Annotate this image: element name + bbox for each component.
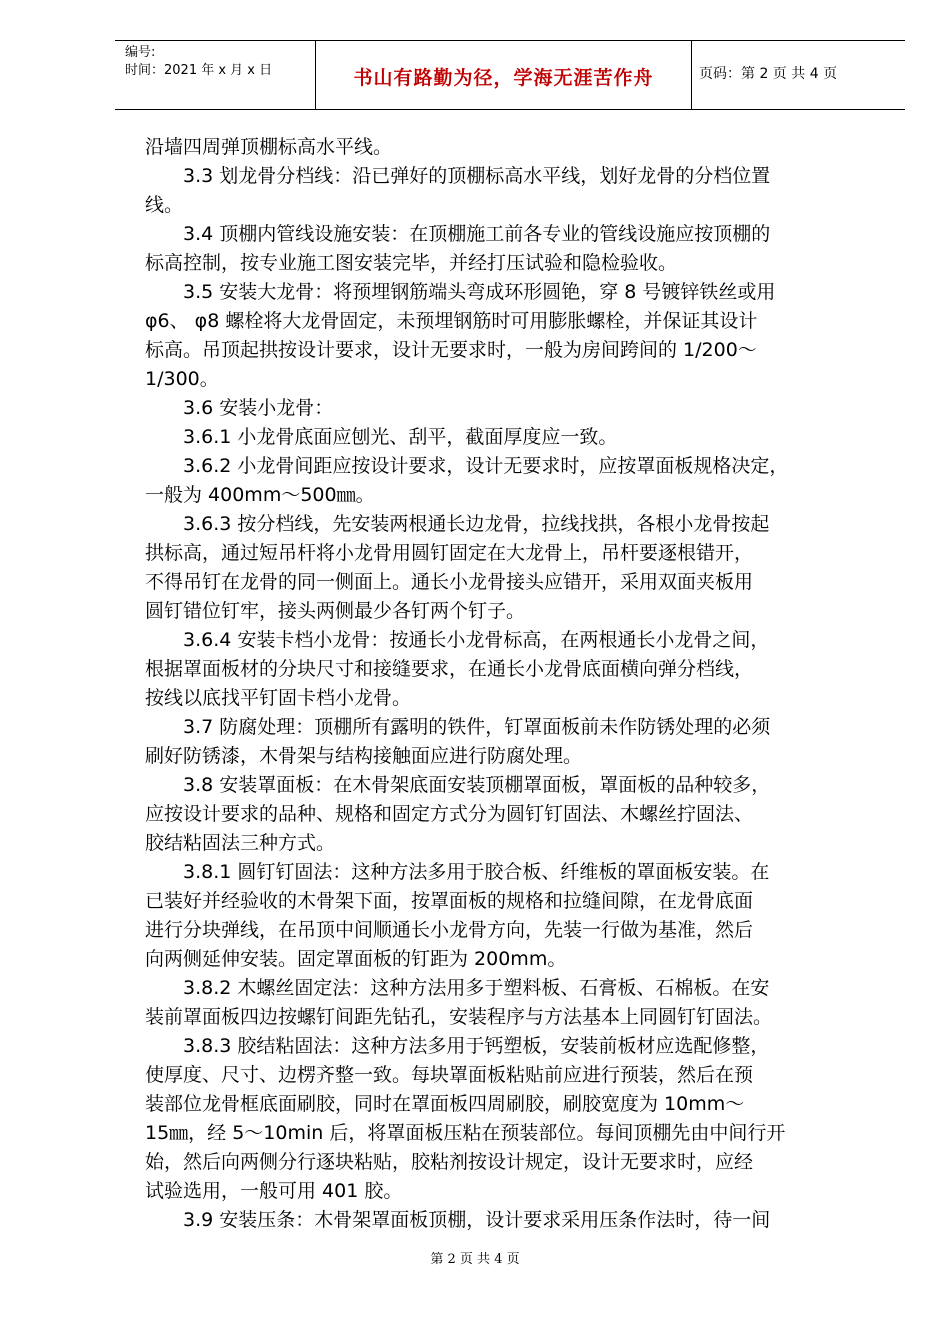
body-line: 胶结粘固法三种方式。 [145,832,336,854]
body-line: 应按设计要求的品种、规格和固定方式分为圆钉钉固法、木螺丝拧固法、 [145,803,754,825]
body-line: 线。 [145,194,184,216]
body-line: 按线以底找平钉固卡档小龙骨。 [145,687,412,709]
body-line: 向两侧延伸安装。固定罩面板的钉距为 200mm。 [145,948,567,970]
document-body [145,133,865,1235]
body-line: 装部位龙骨框底面刷胶，同时在罩面板四周刷胶，刷胶宽度为 10mm～ [145,1093,745,1115]
header-motto-cell [315,41,692,109]
body-line: 已装好并经验收的木骨架下面，按罩面板的规格和拉缝间隙，在龙骨底面 [145,890,754,912]
body-line: 3.3 划龙骨分档线：沿已弹好的顶棚标高水平线，划好龙骨的分档位置 [145,165,771,187]
body-line: 圆钉错位钉牢，接头两侧最少各钉两个钉子。 [145,600,526,622]
body-line: 3.6.4 安装卡档小龙骨：按通长小龙骨标高，在两根通长小龙骨之间， [145,629,770,651]
body-line: 装前罩面板四边按螺钉间距先钻孔，安装程序与方法基本上同圆钉钉固法。 [145,1006,773,1028]
page-label: 页码：第 2 页 共 4 页 [699,66,838,82]
header-page-cell [691,41,905,109]
body-line: 3.6.2 小龙骨间距应按设计要求，设计无要求时，应按罩面板规格决定， [145,455,789,477]
body-line: 3.6 安装小龙骨： [145,397,334,419]
time-label: 时间：2021 年 x 月 x 日 [125,63,273,78]
body-line: 3.8 安装罩面板：在木骨架底面安装顶棚罩面板，罩面板的品种较多， [145,774,771,796]
body-line: 3.6.1 小龙骨底面应刨光、刮平，截面厚度应一致。 [145,426,618,448]
body-line: 标高控制，按专业施工图安装完毕，并经打压试验和隐检验收。 [145,252,678,274]
body-line: 15㎜，经 5～10min 后，将罩面板压粘在预装部位。每间顶棚先由中间行开 [145,1122,786,1144]
body-line: 标高。吊顶起拱按设计要求，设计无要求时，一般为房间跨间的 1/200～ [145,339,757,361]
number-label: 编号: [125,45,156,60]
body-line: 3.7 防腐处理：顶棚所有露明的铁件，钉罩面板前未作防锈处理的必须 [145,716,771,738]
body-line: 3.4 顶棚内管线设施安装：在顶棚施工前各专业的管线设施应按顶棚的 [145,223,771,245]
body-line: 3.6.3 按分档线，先安装两根通长边龙骨，拉线找拱，各根小龙骨按起 [145,513,770,535]
body-line: 3.8.2 木螺丝固定法：这种方法用多于塑料板、石膏板、石棉板。在安 [145,977,770,999]
body-line: 沿墙四周弹顶棚标高水平线。 [145,136,393,158]
body-line: 刷好防锈漆，木骨架与结构接触面应进行防腐处理。 [145,745,583,767]
body-line: 3.9 安装压条：木骨架罩面板顶棚，设计要求采用压条作法时，待一间 [145,1209,771,1231]
body-line: 不得吊钉在龙骨的同一侧面上。通长小龙骨接头应错开，采用双面夹板用 [145,571,754,593]
header-info-cell [115,41,315,109]
body-line: 始，然后向两侧分行逐块粘贴，胶粘剂按设计规定，设计无要求时，应经 [145,1151,754,1173]
page-header [115,40,905,110]
body-line: 一般为 400mm～500㎜。 [145,484,375,506]
body-line: φ6、 φ8 螺栓将大龙骨固定，未预埋钢筋时可用膨胀螺栓，并保证其设计 [145,310,758,332]
motto-text: 书山有路勤为径，学海无涯苦作舟 [353,67,654,89]
body-line: 3.8.3 胶结粘固法：这种方法多用于钙塑板，安装前板材应选配修整， [145,1035,770,1057]
body-line: 3.5 安装大龙骨：将预埋钢筋端头弯成环形圆铯，穿 8 号镀锌铁丝或用 [145,281,776,303]
body-line: 3.8.1 圆钉钉固法：这种方法多用于胶合板、纤维板的罩面板安装。在 [145,861,770,883]
body-line: 进行分块弹线，在吊顶中间顺通长小龙骨方向，先装一行做为基准，然后 [145,919,754,941]
body-line: 试验选用，一般可用 401 胶。 [145,1180,403,1202]
body-line: 根据罩面板材的分块尺寸和接缝要求，在通长小龙骨底面横向弹分档线， [145,658,754,680]
body-line: 使厚度、尺寸、边楞齐整一致。每块罩面板粘贴前应进行预装，然后在预 [145,1064,754,1086]
page-footer: 第 2 页 共 4 页 [430,1252,520,1267]
body-line: 1/300。 [145,368,219,390]
body-line: 拱标高，通过短吊杆将小龙骨用圆钉固定在大龙骨上，吊杆要逐根错开， [145,542,754,564]
